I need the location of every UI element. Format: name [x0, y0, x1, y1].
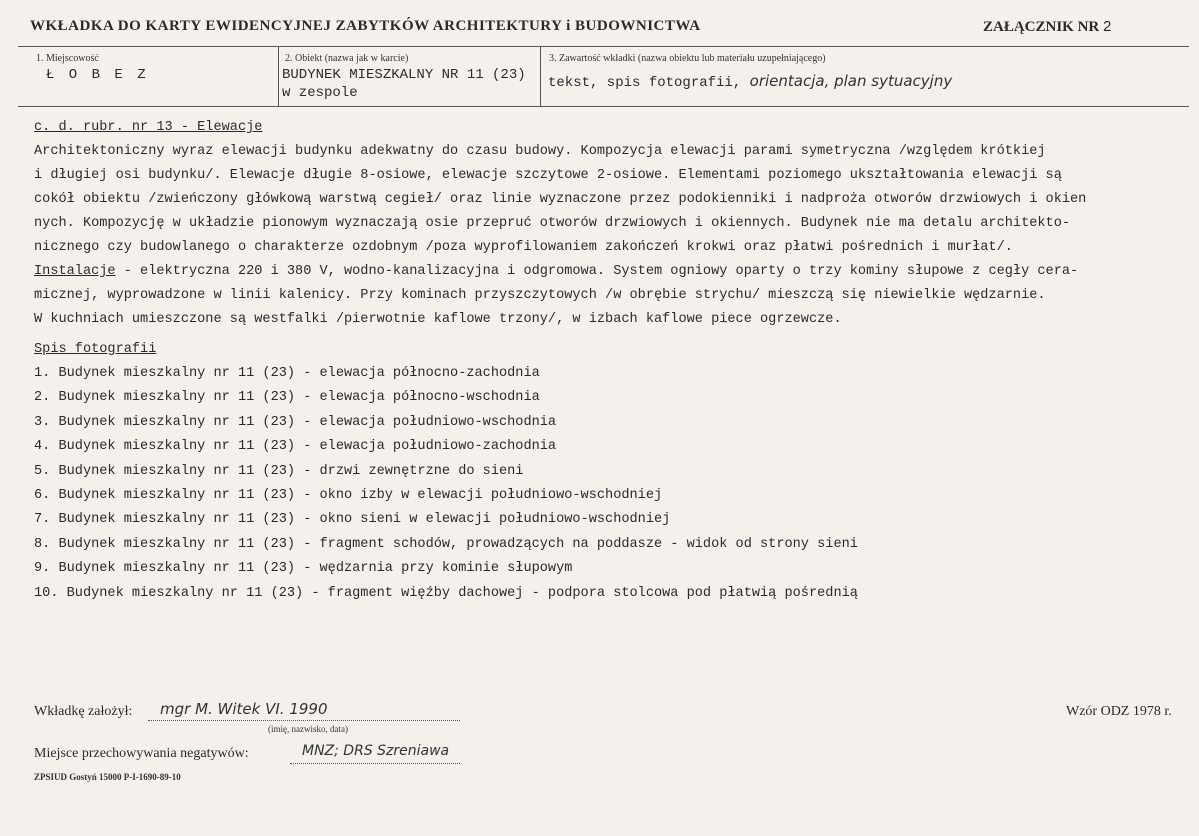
paragraph-line: W kuchniach umieszczone są westfalki /pierwotnie kaflowe trzony/, w izbach kaflowe piece ogrzewcze. — [34, 312, 842, 327]
photo-list — [34, 362, 1184, 606]
photo-list-item: 3. Budynek mieszkalny nr 11 (23) - elewacja południowo-wschodnia — [34, 414, 557, 430]
object-value-line2: w zespole — [282, 85, 358, 101]
attachment-number — [983, 18, 1111, 36]
header-rule — [18, 46, 1189, 47]
attachment-label: ZAŁĄCZNIK NR — [983, 19, 1100, 35]
fields-rule — [18, 106, 1189, 107]
place-value: Ł O B E Z — [46, 67, 149, 83]
form-label: Wzór ODZ 1978 r. — [1066, 704, 1172, 719]
printer-note: ZPSIUD Gostyń 15000 P-I-1690-89-10 — [34, 772, 181, 782]
field-divider-2 — [540, 46, 541, 106]
photo-list-item: 6. Budynek mieszkalny nr 11 (23) - okno izby w elewacji południowo-wschodniej — [34, 487, 663, 503]
object-label: 2. Obiekt (nazwa jak w karcie) — [285, 53, 409, 64]
installations-heading: Instalacje — [34, 264, 116, 279]
photo-list-item: 8. Budynek mieszkalny nr 11 (23) - fragment schodów, prowadzących na poddasze - widok od strony sieni — [34, 536, 858, 552]
contents-handwritten: orientacja, plan sytuacyjny — [749, 72, 953, 90]
field-divider-1 — [278, 46, 279, 106]
photo-list-item: 5. Budynek mieszkalny nr 11 (23) - drzwi zewnętrzne do sieni — [34, 463, 524, 479]
author-value: mgr M. Witek VI. 1990 — [160, 700, 328, 718]
contents-label: 3. Zawartość wkładki (nazwa obiektu lub materiału uzupełniającego) — [549, 53, 826, 64]
object-value-line1: BUDYNEK MIESZKALNY NR 11 (23) — [282, 67, 526, 83]
storage-label: Miejsce przechowywania negatywów: — [34, 746, 249, 761]
installations-line — [34, 260, 1184, 284]
photo-list-item: 9. Budynek mieszkalny nr 11 (23) - wędzarnia przy kominie słupowym — [34, 561, 573, 577]
contents-typed: tekst, spis fotografii, — [548, 75, 742, 91]
body-text — [34, 116, 1184, 606]
paragraph-line: Architektoniczny wyraz elewacji budynku adekwatny do czasu budowy. Kompozycja elewacji parami symetryczna /względem krótkiej — [34, 144, 1046, 159]
storage-value: MNZ; DRS Szreniawa — [302, 743, 450, 759]
photo-list-item: 4. Budynek mieszkalny nr 11 (23) - elewacja południowo-zachodnia — [34, 439, 557, 455]
author-dotline — [148, 720, 460, 721]
storage-dotline — [290, 763, 460, 764]
photo-list-item: 2. Budynek mieszkalny nr 11 (23) - elewacja północno-wschodnia — [34, 390, 540, 406]
place-label: 1. Miejscowość — [36, 53, 99, 64]
attachment-number-value: 2 — [1103, 18, 1112, 35]
photo-list-item: 10. Budynek mieszkalny nr 11 (23) - fragment więźby dachowej - podpora stolcowa pod płatwią pośrednią — [34, 585, 858, 601]
document-title: WKŁADKA DO KARTY EWIDENCYJNEJ ZABYTKÓW ARCHITEKTURY i BUDOWNICTWA — [30, 18, 701, 34]
photo-list-item: 7. Budynek mieszkalny nr 11 (23) - okno sieni w elewacji południowo-wschodniej — [34, 512, 671, 528]
paragraph-line: micznej, wyprowadzone w linii kalenicy. Przy kominach przyszczytowych /w obrębie strychu/ mieszczą się niewielkie wędzarnie. — [34, 288, 1046, 303]
contents-value — [548, 72, 952, 91]
photos-heading: Spis fotografii — [34, 342, 157, 357]
paragraph-line: cokół obiektu /zwieńczony główkową warstwą cegieł/ oraz linie wyznaczone przez podokienniki i nadproża otworów drzwiowych i okien — [34, 192, 1087, 207]
section-heading: c. d. rubr. nr 13 - Elewacje — [34, 120, 263, 135]
paragraph-line: nicznego czy budowlanego o charakterze ozdobnym /poza wyprofilowaniem zakończeń krokwi oraz płatwi pośrednich i murłat/. — [34, 240, 1013, 255]
author-hint: (imię, nazwisko, data) — [268, 724, 348, 734]
photo-list-item: 1. Budynek mieszkalny nr 11 (23) - elewacja północno-zachodnia — [34, 366, 540, 381]
paragraph-line: nych. Kompozycję w układzie pionowym wyznaczają osie przepruć otworów drzwiowych i okiennych. Budynek nie ma detalu architekto- — [34, 216, 1071, 231]
installations-text: - elektryczna 220 i 380 V, wodno-kanalizacyjna i odgromowa. System ogniowy oparty o trzy kominy słupowe z cegły cera- — [115, 264, 1079, 279]
paragraph-line: i długiej osi budynku/. Elewacje długie 8-osiowe, elewacje szczytowe 2-osiowe. Elementami poziomego ukształtowania elewacji są — [34, 168, 1062, 183]
author-label: Wkładkę założył: — [34, 704, 133, 719]
